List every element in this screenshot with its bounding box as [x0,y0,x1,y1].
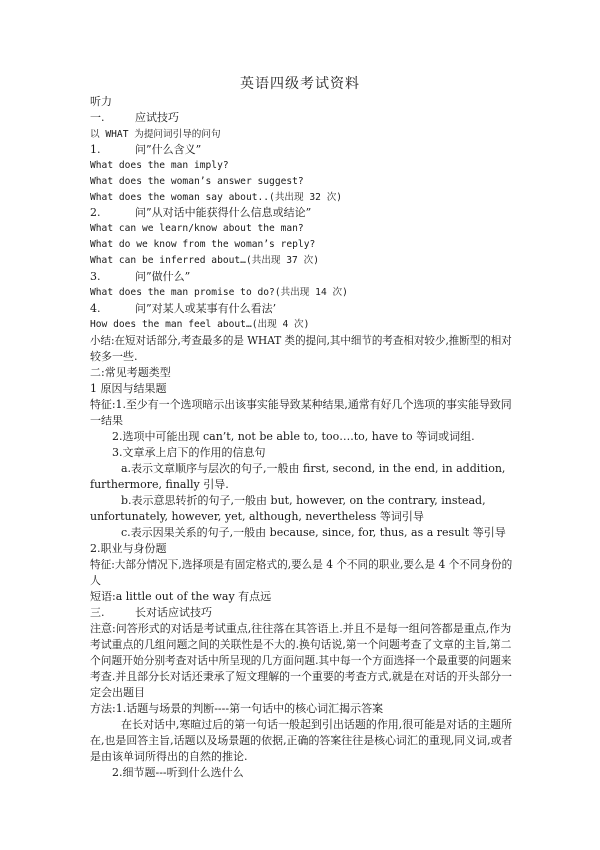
example-question: What do we know from the woman’s reply? [90,239,316,250]
example-question: What does the man promise to do?(共出现 14 次) [90,287,348,298]
heading-text: 长对话应试技巧 [135,606,212,619]
type-1-item-3: 3.文章承上启下的作用的信息句 [112,446,266,459]
type-1-item-c: c.表示因果关系的句子,一般由 because, since, for, thus, as a result 等引导 [121,526,506,539]
question-number: 3. [90,270,101,283]
method-paragraph: 在长对话中,寒暄过后的第一句话一般起到引出话题的作用,很可能是对话的主题所 [121,718,512,731]
type-1-title: 1 原因与结果题 [90,382,167,395]
question-type-1 [90,142,201,157]
what-keyword: 以 WHAT 为提问词引导的问句 [90,129,221,140]
question-number: 4. [90,302,101,315]
question-text: 问”从对话中能获得什么信息或结论” [135,206,312,219]
summary-line: 较多一些. [90,350,138,363]
heading-test-skills [90,110,179,125]
what-question-intro [90,126,221,142]
question-number: 2. [90,206,101,219]
type-1-item-2: 2.选项中可能出现 can’t, not be able to, too….to, have to 等词或词组. [112,430,475,443]
note-line: 考试重点的几组问题之间的关联性是不大的.换句话说,第一个问题考查了文章的主旨,第二 [90,638,512,651]
note-line: 注意:问答形式的对话是考试重点,往往落在其答语上.并且不是每一组问答都是重点,作为 [90,622,512,635]
note-line: 考查.并且部分长对话还秉承了短文理解的一个重要的考查方式,就是在对话的开头部分一 [90,670,512,683]
type-2-feature: 特征:大部分情况下,选择项是有固定格式的,要么是 4 个不同的职业,要么是 4 个不同身份的 [90,558,513,571]
question-text: 问”对某人或某事有什么看法’ [135,302,277,315]
example-question: What can we learn/know about the man? [90,223,304,234]
heading-text: 应试技巧 [135,111,179,124]
method-1: 方法:1.话题与场景的判断----第一句话中的核心词汇揭示答案 [90,702,384,715]
note-line: 个问题开始分别考查对话中所呈现的几方面问题.其中每一个方面选择一个最重要的问题来 [90,654,512,667]
heading-question-types: 二:常见考题类型 [90,366,171,379]
question-type-2 [90,205,311,220]
example-question: How does the man feel about…(出现 4 次) [90,319,310,330]
type-2-feature: 人 [90,574,101,587]
summary-line: 小结:在短对话部分,考查最多的是 WHAT 类的提问,其中细节的考查相对较少,推断型的相对 [90,334,512,347]
heading-long-dialogue [90,605,212,620]
question-text: 问”做什么” [135,270,191,283]
type-1-feature: 特征:1.至少有一个选项暗示出该事实能导致某种结果,通常有好几个选项的事实能导致同 [90,398,512,411]
question-text: 问”什么含义” [135,143,202,156]
note-line: 定会出题目 [90,686,145,699]
example-question: What can be inferred about…(共出现 37 次) [90,255,319,266]
question-number: 1. [90,143,101,156]
type-1-feature: 一结果 [90,414,123,427]
type-1-item-a: furthermore, finally 引导. [90,478,229,491]
question-type-3 [90,269,190,284]
type-1-item-b: unfortunately, however, yet, although, nevertheless 等词引导 [90,510,424,523]
question-type-4 [90,301,276,316]
example-question: What does the man imply? [90,160,229,171]
document-title: 英语四级考试资料 [240,76,360,92]
type-1-item-b: b.表示意思转折的句子,一般由 but, however, on the contrary, instead, [121,494,486,507]
example-question: What does the woman’s answer suggest? [90,176,304,187]
type-2-phrase: 短语:a little out of the way 有点远 [90,590,272,603]
heading-number: 三. [90,606,105,619]
method-paragraph: 在,也是回答主旨,话题以及场景题的依据,正确的答案往往是核心词汇的重现,同义词,或者 [90,734,513,747]
section-heading-listening: 听力 [90,95,112,108]
type-1-item-a: a.表示文章顺序与层次的句子,一般由 first, second, in the end, in addition, [121,462,506,475]
heading-number: 一. [90,111,105,124]
method-2: 2.细节题---听到什么选什么 [112,766,244,779]
type-2-title: 2.职业与身份题 [90,542,167,555]
example-question: What does the woman say about..(共出现 32 次) [90,192,343,203]
method-paragraph: 是由该单词所得出的自然的推论. [90,750,248,763]
